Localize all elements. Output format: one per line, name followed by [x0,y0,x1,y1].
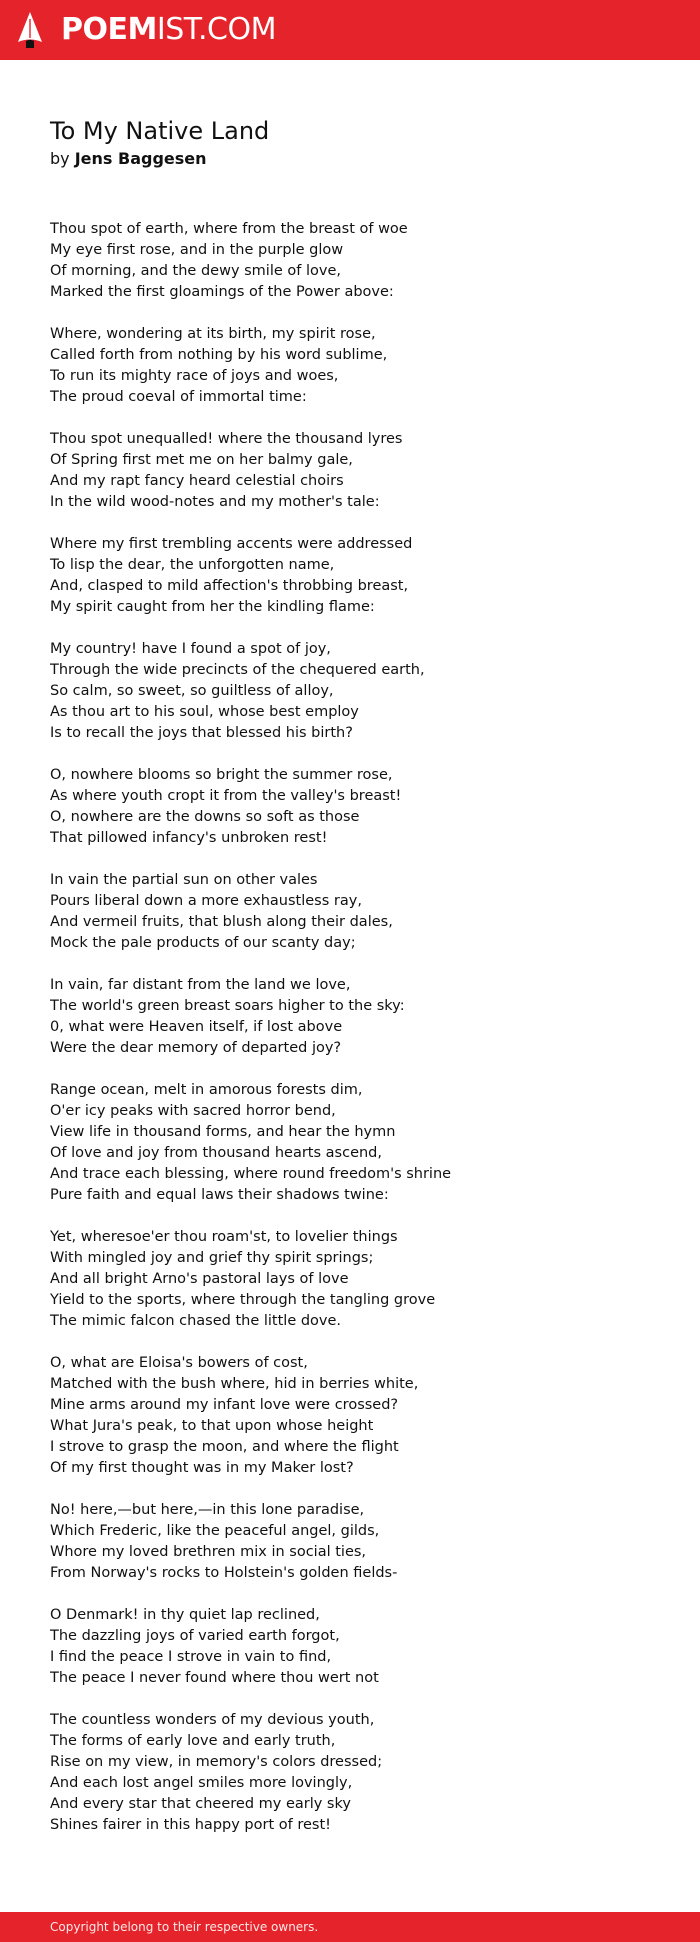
by-label: by [50,149,70,168]
poem-line: Pours liberal down a more exhaustless ray, [50,893,362,909]
stanza [50,1353,670,1479]
poem-line: The dazzling joys of varied earth forgot, [50,1628,340,1644]
poem-line: In vain, far distant from the land we love, [50,977,351,993]
poem-body [50,219,670,1857]
poem-line: 0, what were Heaven itself, if lost above [50,1019,343,1035]
poem-line: As thou art to his soul, whose best employ [50,704,359,720]
poem-line: I strove to grasp the moon, and where the flight [50,1439,399,1455]
poem-line: The countless wonders of my devious youth, [50,1712,375,1728]
brand-bold: POEM [61,12,157,47]
stanza [50,1710,670,1836]
poem-line: Of morning, and the dewy smile of love, [50,263,341,279]
stanza [50,219,670,303]
poem-line: And all bright Arno's pastoral lays of love [50,1271,349,1287]
poem-line: O, nowhere are the downs so soft as those [50,809,360,825]
quill-pen-icon[interactable] [17,11,43,49]
poem-line: O, nowhere blooms so bright the summer rose, [50,767,393,783]
poem-line: The world's green breast soars higher to the sky: [50,998,405,1014]
poem-line: Of Spring first met me on her balmy gale, [50,452,353,468]
poem-line: Mine arms around my infant love were crossed? [50,1397,399,1413]
poem-line: And vermeil fruits, that blush along their dales, [50,914,393,930]
byline [50,147,207,171]
poem-line: And each lost angel smiles more lovingly, [50,1775,353,1791]
poem-title: To My Native Land [50,117,270,145]
poem-line: No! here,—but here,—in this lone paradise, [50,1502,365,1518]
poem-line: With mingled joy and grief thy spirit springs; [50,1250,374,1266]
poem-line: My eye first rose, and in the purple glow [50,242,344,258]
poem-line: Pure faith and equal laws their shadows twine: [50,1187,389,1203]
stanza [50,429,670,513]
poem-line: The proud coeval of immortal time: [50,389,307,405]
poem-line: Called forth from nothing by his word sublime, [50,347,388,363]
poem-line: Were the dear memory of departed joy? [50,1040,342,1056]
poem-line: Of my first thought was in my Maker lost? [50,1460,354,1476]
poem-line: Thou spot of earth, where from the breast of woe [50,221,408,237]
stanza [50,1500,670,1584]
poem-line: Marked the first gloamings of the Power above: [50,284,394,300]
poem-line: Of love and joy from thousand hearts ascend, [50,1145,382,1161]
poem-line: The peace I never found where thou wert not [50,1670,379,1686]
poem-line: Where my first trembling accents were addressed [50,536,413,552]
stanza [50,1227,670,1332]
poem-line: Thou spot unequalled! where the thousand lyres [50,431,403,447]
poem-line: Rise on my view, in memory's colors dressed; [50,1754,383,1770]
poem-line: Where, wondering at its birth, my spirit rose, [50,326,376,342]
poem-line: Yet, wheresoe'er thou roam'st, to lovelier things [50,1229,398,1245]
poem-line: I find the peace I strove in vain to find, [50,1649,332,1665]
poem-line: The mimic falcon chased the little dove. [50,1313,342,1329]
poem-line: O Denmark! in thy quiet lap reclined, [50,1607,320,1623]
stanza [50,765,670,849]
poem-line: To lisp the dear, the unforgotten name, [50,557,335,573]
stanza [50,1605,670,1689]
poem-line: And trace each blessing, where round freedom's shrine [50,1166,452,1182]
stanza [50,534,670,618]
poem-line: So calm, so sweet, so guiltless of alloy, [50,683,334,699]
poem-line: Is to recall the joys that blessed his birth? [50,725,353,741]
poem-line: What Jura's peak, to that upon whose height [50,1418,374,1434]
poem-line: Shines fairer in this happy port of rest! [50,1817,331,1833]
poem-line: As where youth cropt it from the valley's breast! [50,788,402,804]
stanza [50,639,670,744]
copyright-text: Copyright belong to their respective owners. [50,1920,319,1934]
site-footer [0,1912,700,1942]
poem-line: Through the wide precincts of the chequered earth, [50,662,425,678]
poem-line: That pillowed infancy's unbroken rest! [50,830,328,846]
poem-line: And my rapt fancy heard celestial choirs [50,473,344,489]
poem-line: The forms of early love and early truth, [50,1733,336,1749]
stanza [50,870,670,954]
poem-line: Which Frederic, like the peaceful angel, gilds, [50,1523,380,1539]
poem-line: My spirit caught from her the kindling flame: [50,599,375,615]
poem-line: Mock the pale products of our scanty day; [50,935,356,951]
poem-line: Yield to the sports, where through the tangling grove [50,1292,436,1308]
poem-line: And, clasped to mild affection's throbbing breast, [50,578,409,594]
site-logo-link[interactable] [61,10,276,50]
poem-line: In vain the partial sun on other vales [50,872,318,888]
poem-line: View life in thousand forms, and hear the hymn [50,1124,396,1140]
poem-line: Whore my loved brethren mix in social ties, [50,1544,367,1560]
site-header [0,0,700,60]
stanza [50,324,670,408]
poem-line: O'er icy peaks with sacred horror bend, [50,1103,336,1119]
poem-line: My country! have I found a spot of joy, [50,641,331,657]
stanza [50,975,670,1059]
author-name: Jens Baggesen [74,149,207,168]
poem-line: O, what are Eloisa's bowers of cost, [50,1355,308,1371]
poem-line: To run its mighty race of joys and woes, [50,368,339,384]
brand-light: IST.COM [156,12,276,47]
stanza [50,1080,670,1206]
poem-line: And every star that cheered my early sky [50,1796,351,1812]
poem-line: In the wild wood-notes and my mother's tale: [50,494,380,510]
poem-line: From Norway's rocks to Holstein's golden fields- [50,1565,398,1581]
poem-line: Range ocean, melt in amorous forests dim, [50,1082,363,1098]
poem-line: Matched with the bush where, hid in berries white, [50,1376,419,1392]
